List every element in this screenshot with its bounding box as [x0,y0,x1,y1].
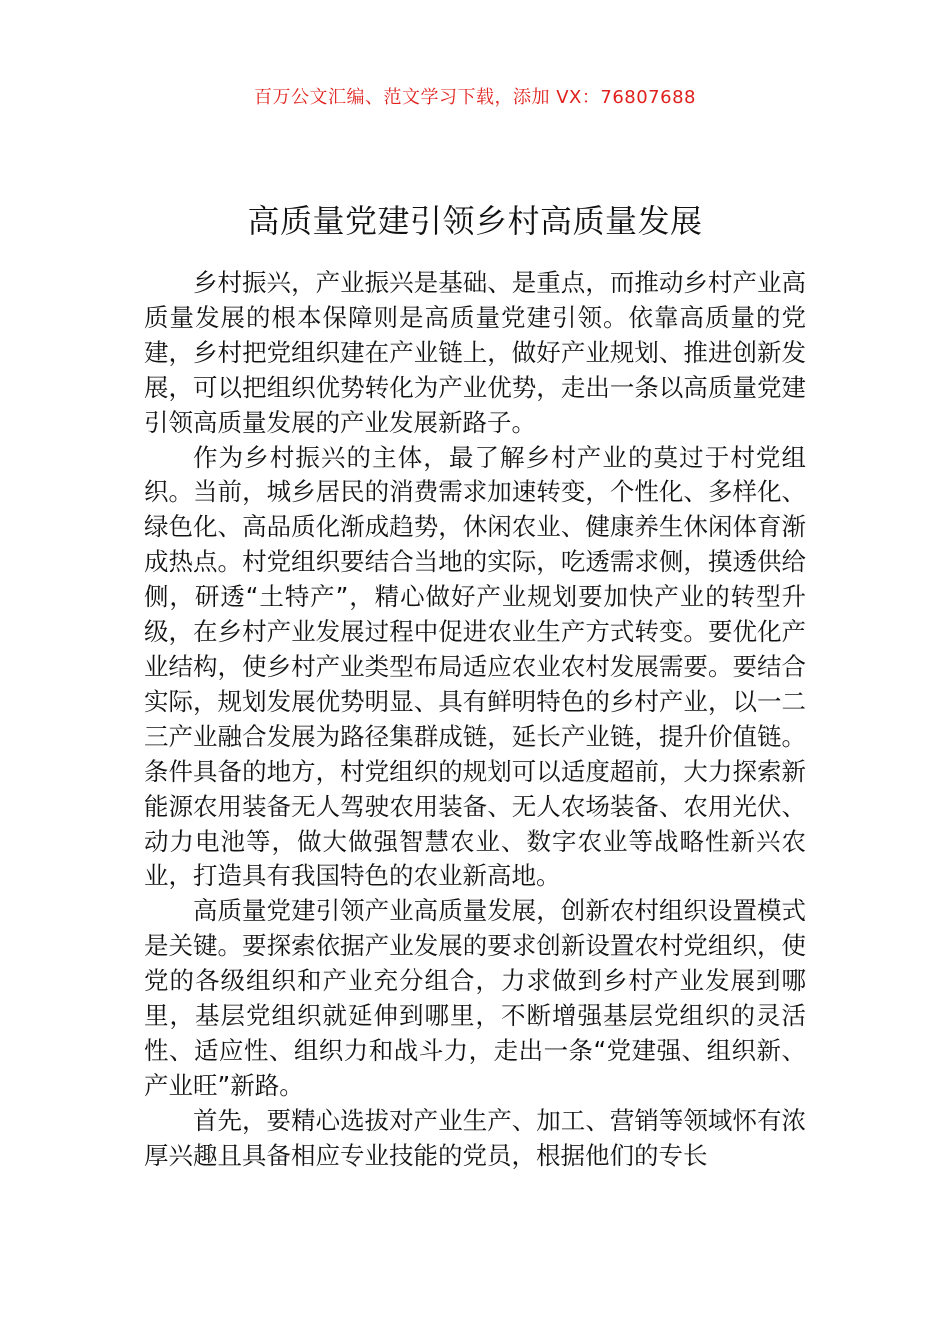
watermark-header: 百万公文汇编、范文学习下载，添加 VX：76807688 [254,87,696,108]
document-title: 高质量党建引领乡村高质量发展 [247,202,703,241]
document-body [144,266,806,1174]
paragraph-3: 高质量党建引领产业高质量发展，创新农村组织设置模式是关键。要探索依据产业发展的要求创新设置农村党组织，使党的各级组织和产业充分组合，力求做到乡村产业发展到哪里，基层党组织就延伸到哪里，不断增强基层党组织的灵活性、适应性、组织力和战斗力，走出一条“党建强、组织新、产业旺”新路。 [144,896,806,1100]
paragraph-2: 作为乡村振兴的主体，最了解乡村产业的莫过于村党组织。当前，城乡居民的消费需求加速转变，个性化、多样化、绿色化、高品质化渐成趋势，休闲农业、健康养生休闲体育渐成热点。村党组织要结合当地的实际，吃透需求侧，摸透供给侧，研透“土特产”，精心做好产业规划要加快产业的转型升级，在乡村产业发展过程中促进农业生产方式转变。要优化产业结构，使乡村产业类型布局适应农业农村发展需要。要结合实际，规划发展优势明显、具有鲜明特色的乡村产业，以一二三产业融合发展为路径集群成链，延长产业链，提升价值链。条件具备的地方，村党组织的规划可以适度超前，大力探索新能源农用装备无人驾驶农用装备、无人农场装备、农用光伏、动力电池等，做大做强智慧农业、数字农业等战略性新兴农业，打造具有我国特色的农业新高地。 [144,442,806,891]
paragraph-4: 首先，要精心选拔对产业生产、加工、营销等领域怀有浓厚兴趣且具备相应专业技能的党员，根据他们的专长 [144,1105,806,1170]
paragraph-1: 乡村振兴，产业振兴是基础、是重点，而推动乡村产业高质量发展的根本保障则是高质量党建引领。依靠高质量的党建，乡村把党组织建在产业链上，做好产业规划、推进创新发展，可以把组织优势转化为产业优势，走出一条以高质量党建引领高质量发展的产业发展新路子。 [144,268,806,437]
